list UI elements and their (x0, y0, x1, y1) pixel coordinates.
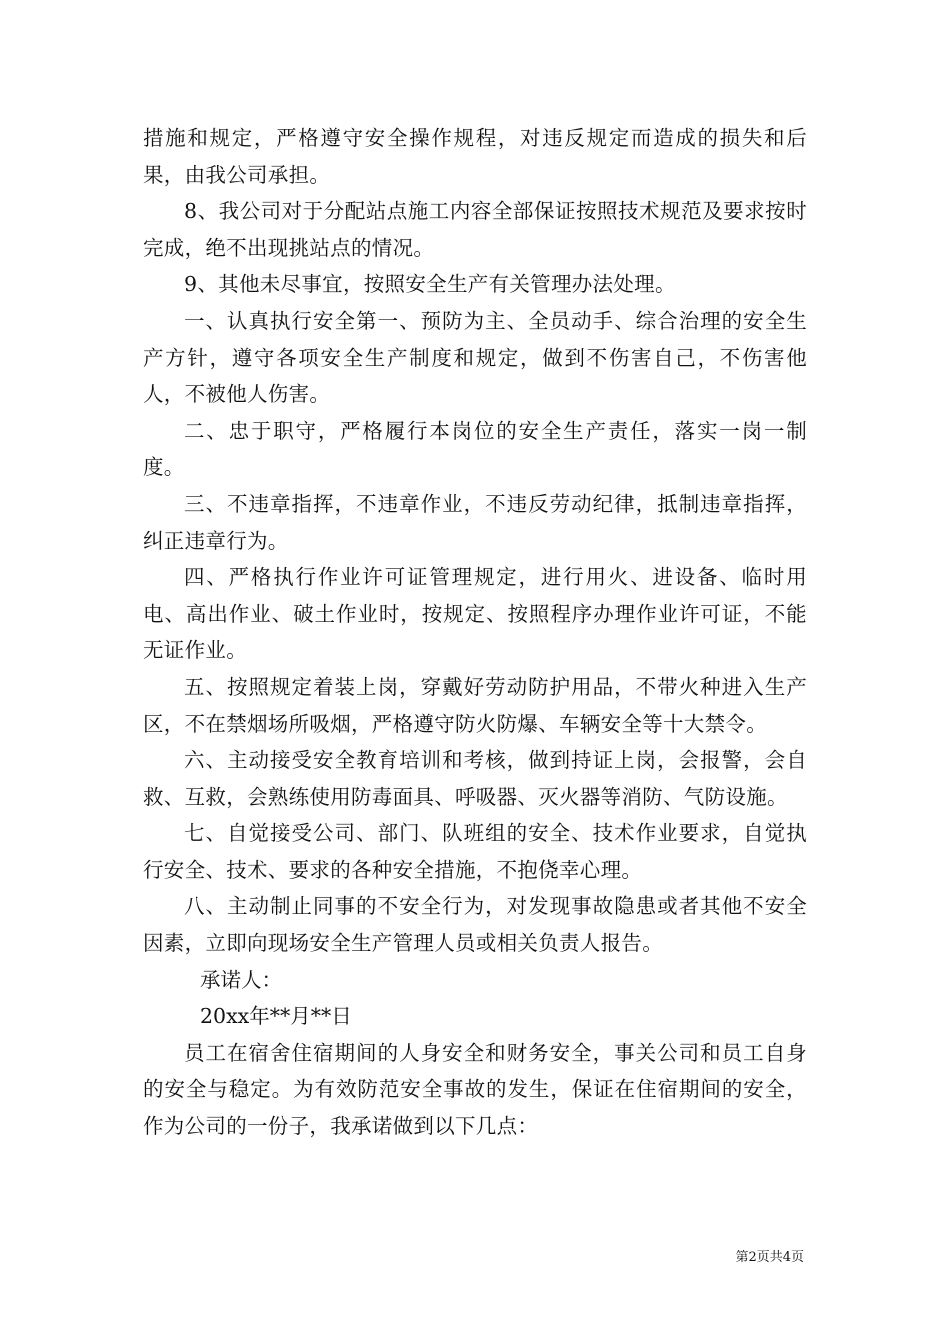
paragraph-pledge-2: 二、忠于职守，严格履行本岗位的安全生产责任，落实一岗一制度。 (143, 418, 807, 480)
paragraph-pledge-7: 七、自觉接受公司、部门、队班组的安全、技术作业要求，自觉执行安全、技术、要求的各种安全措施，不抱侥幸心理。 (143, 821, 807, 882)
paragraph-pledge-5: 五、按照规定着装上岗，穿戴好劳动防护用品，不带火种进入生产区，不在禁烟场所吸烟，严格遵守防火防爆、车辆安全等十大禁令。 (143, 674, 807, 736)
signature-date: 20xx年**月**日 (200, 1004, 352, 1029)
paragraph-item-9: 9、其他未尽事宜，按照安全生产有关管理办法处理。 (184, 272, 676, 297)
signer-label: 承诺人： (200, 967, 282, 992)
page-indicator: 第2页共4页 (735, 1250, 804, 1265)
paragraph-pledge-1: 一、认真执行安全第一、预防为主、全员动手、综合治理的安全生产方针，遵守各项安全生产制度和规定，做到不伤害自己，不伤害他人，不被他人伤害。 (143, 308, 807, 407)
document-body (143, 120, 807, 1145)
paragraph-pledge-8: 八、主动制止同事的不安全行为，对发现事故隐患或者其他不安全因素，立即向现场安全生产管理人员或相关负责人报告。 (143, 894, 807, 956)
paragraph-item-8: 8、我公司对于分配站点施工内容全部保证按照技术规范及要求按时完成，绝不出现挑站点的情况。 (143, 199, 807, 260)
paragraph-pledge-6: 六、主动接受安全教育培训和考核，做到持证上岗，会报警，会自救、互救，会熟练使用防毒面具、呼吸器、灭火器等消防、气防设施。 (143, 748, 807, 809)
paragraph-continuation: 措施和规定，严格遵守安全操作规程，对违反规定而造成的损失和后果，由我公司承担。 (143, 126, 807, 187)
paragraph-dormitory-pledge: 员工在宿舍住宿期间的人身安全和财务安全，事关公司和员工自身的安全与稳定。为有效防范安全事故的发生，保证在住宿期间的安全，作为公司的一份子，我承诺做到以下几点： (143, 1040, 807, 1139)
paragraph-pledge-4: 四、严格执行作业许可证管理规定，进行用火、进设备、临时用电、高出作业、破土作业时，按规定、按照程序办理作业许可证，不能无证作业。 (143, 565, 807, 663)
paragraph-pledge-3: 三、不违章指挥，不违章作业，不违反劳动纪律，抵制违章指挥，纠正违章行为。 (143, 491, 807, 553)
